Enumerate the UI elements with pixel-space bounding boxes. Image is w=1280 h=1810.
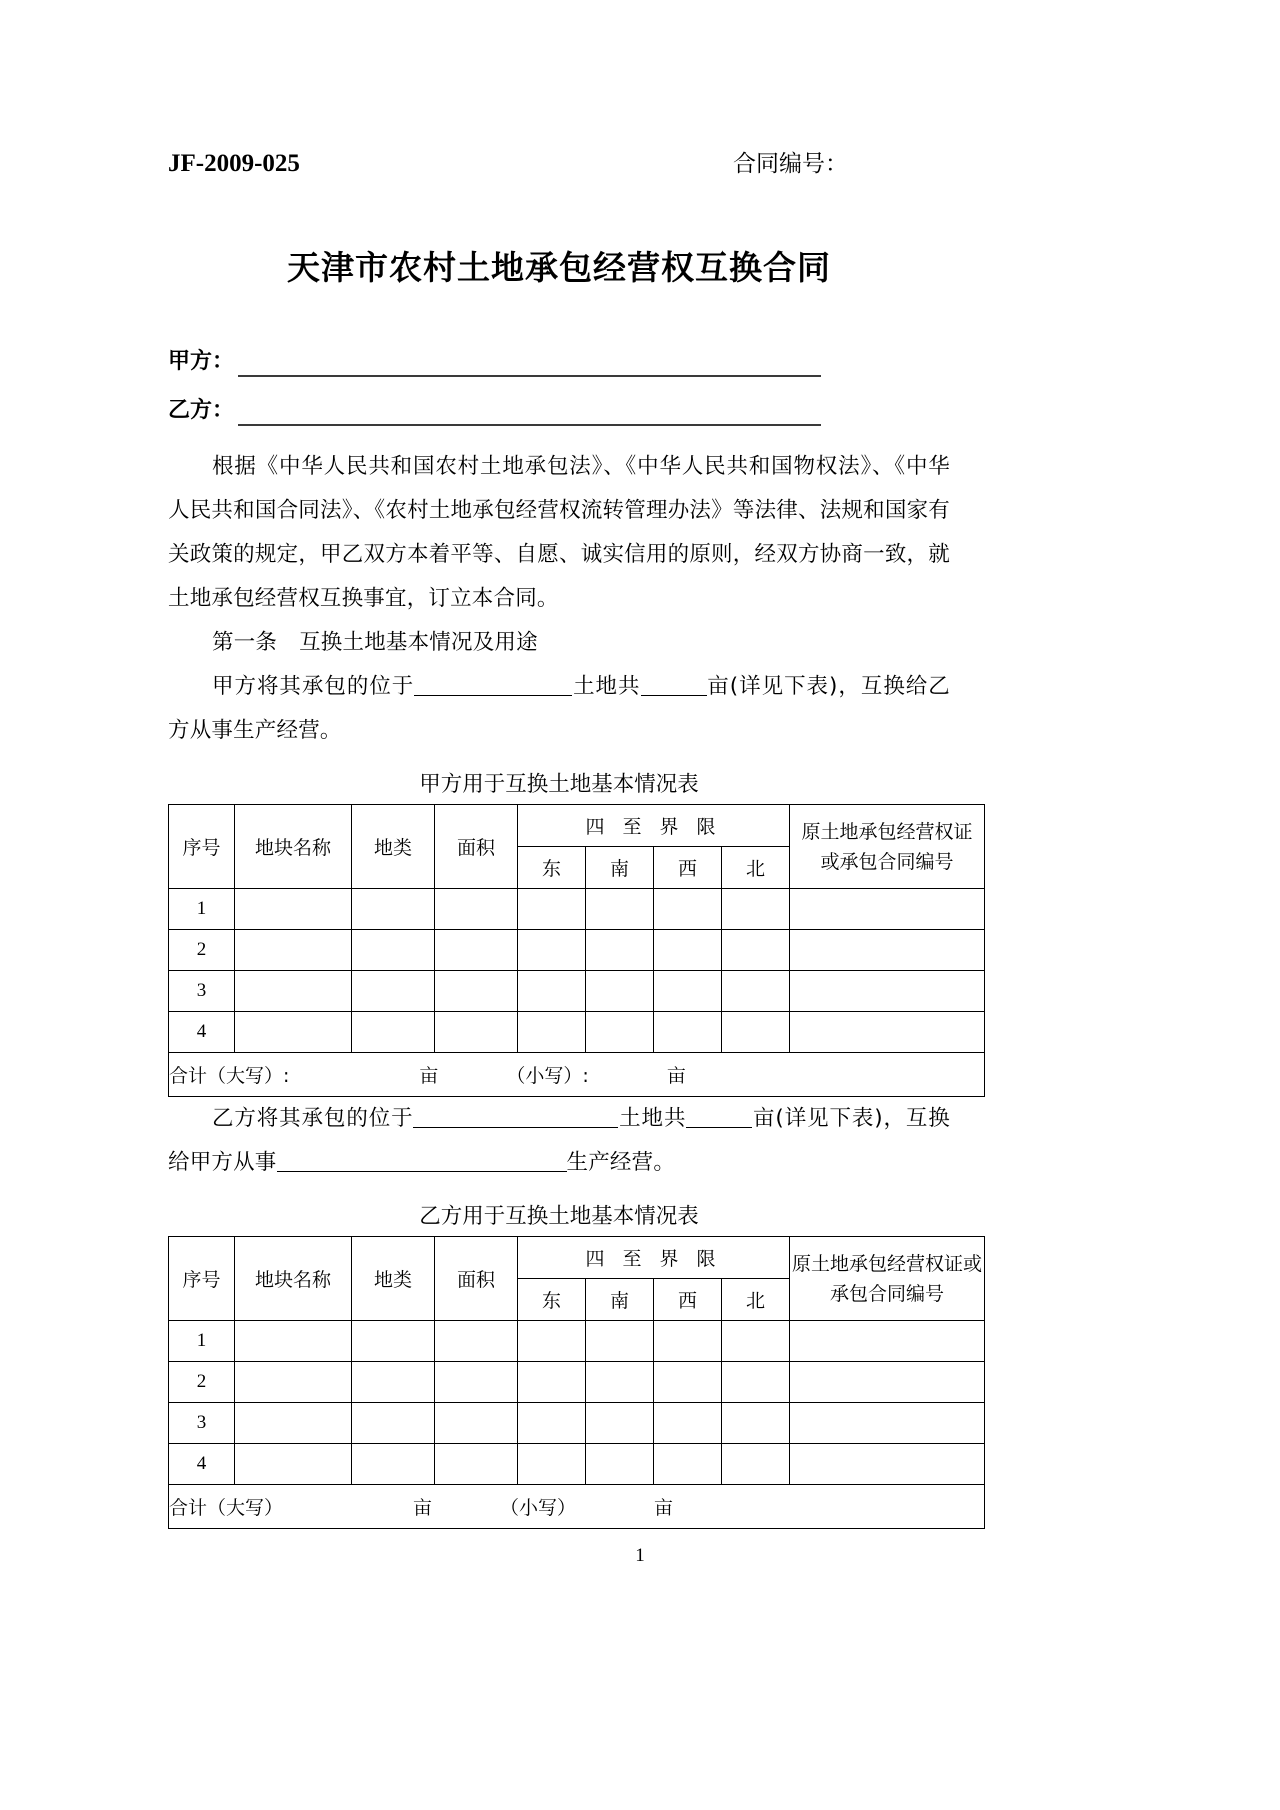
table-b-row-4-land-type[interactable] <box>352 1444 435 1485</box>
party-a-input-line[interactable] <box>238 353 821 377</box>
table-a-row-1-south[interactable] <box>586 889 654 930</box>
page-number: 1 <box>635 1545 645 1566</box>
table-a-header-seq: 序号 <box>169 805 235 889</box>
table-a-row-4-east[interactable] <box>518 1012 586 1053</box>
table-a-row-1-east[interactable] <box>518 889 586 930</box>
table-a-header-cert-line2: 或承包合同编号 <box>820 850 954 873</box>
table-b-total-mu-capital: 亩 <box>413 1497 433 1519</box>
table-a-total-small-label: （小写）: <box>506 1065 589 1087</box>
party-b-location-blank[interactable] <box>413 1108 618 1128</box>
table-a-header-cert-line1: 原土地承包经营权证 <box>801 820 973 843</box>
table-a-row-4-land-type[interactable] <box>352 1012 435 1053</box>
table-b-header-plot-name: 地块名称 <box>235 1237 352 1321</box>
party-b-land-sentence <box>168 1097 950 1185</box>
table-a-row-2-area[interactable] <box>435 930 518 971</box>
table-row[interactable] <box>169 930 985 971</box>
table-a-row-3-plot-name[interactable] <box>235 971 352 1012</box>
table-a-header-land-type: 地类 <box>352 805 435 889</box>
table-a-row-1-land-type[interactable] <box>352 889 435 930</box>
table-a-row-1-west[interactable] <box>654 889 722 930</box>
table-a-header-row-1 <box>169 805 985 847</box>
table-a-header-west: 西 <box>654 847 722 889</box>
table-b-row-3-area[interactable] <box>435 1403 518 1444</box>
party-b-label: 乙方： <box>168 398 235 423</box>
table-b-row-1-east[interactable] <box>518 1321 586 1362</box>
table-b-row-2-south[interactable] <box>586 1362 654 1403</box>
preamble-paragraph: 根据《中华人民共和国农村土地承包法》、《中华人民共和国物权法》、《中华人民共和国合同法》、《农村土地承包经营权流转管理办法》等法律、法规和国家有关政策的规定，甲乙双方本着平等、自愿、诚实信用的原则，经双方协商一致，就土地承包经营权互换事宜，订立本合同。 <box>168 454 950 611</box>
table-a-row-3-south[interactable] <box>586 971 654 1012</box>
table-a-row-4-plot-name[interactable] <box>235 1012 352 1053</box>
table-b-row-1-plot-name[interactable] <box>235 1321 352 1362</box>
table-b-row-4-west[interactable] <box>654 1444 722 1485</box>
table-b-row-4-seq: 4 <box>169 1444 235 1485</box>
table-b-row-3-south[interactable] <box>586 1403 654 1444</box>
party-b-sentence-part-2: 土地共 <box>618 1106 687 1131</box>
table-a-row-2-plot-name[interactable] <box>235 930 352 971</box>
table-b-row-2-west[interactable] <box>654 1362 722 1403</box>
document-code: JF-2009-025 <box>168 150 300 177</box>
table-a-header-boundary-group: 四 至 界 限 <box>518 805 790 847</box>
party-b-area-blank[interactable] <box>686 1108 752 1128</box>
table-a-row-2-cert[interactable] <box>790 930 985 971</box>
table-b-row-2-east[interactable] <box>518 1362 586 1403</box>
parties-block <box>168 347 950 426</box>
table-b-row-4-north[interactable] <box>722 1444 790 1485</box>
table-b-total-mu-small: 亩 <box>654 1497 674 1519</box>
party-a-land-sentence <box>168 665 950 753</box>
table-a-total-label: 合计（大写）: <box>169 1065 290 1087</box>
table-b-row-3-seq: 3 <box>169 1403 235 1444</box>
table-a-row-3-land-type[interactable] <box>352 971 435 1012</box>
table-b-header-east: 东 <box>518 1279 586 1321</box>
table-row[interactable] <box>169 971 985 1012</box>
party-b-sentence-part-3: 亩(详见下表)，互换给甲方从事 <box>168 1106 950 1175</box>
table-a-total-mu-small: 亩 <box>666 1065 686 1087</box>
table-a-header-area: 面积 <box>435 805 518 889</box>
document-header <box>168 145 950 179</box>
table-a-header-plot-name: 地块名称 <box>235 805 352 889</box>
table-a-row-2-east[interactable] <box>518 930 586 971</box>
table-a-row-3-north[interactable] <box>722 971 790 1012</box>
table-a <box>168 804 985 1097</box>
table-a-row-4-north[interactable] <box>722 1012 790 1053</box>
table-b-row-2-plot-name[interactable] <box>235 1362 352 1403</box>
table-b-header-cert <box>790 1237 985 1321</box>
party-b-input-line[interactable] <box>238 402 821 426</box>
table-b-row-2-area[interactable] <box>435 1362 518 1403</box>
table-b-row-1-west[interactable] <box>654 1321 722 1362</box>
table-b-header-cert-line1: 原土地承包经营权证或 <box>791 1252 982 1275</box>
table-a-total-cell[interactable] <box>169 1053 985 1097</box>
table-b-row-4-plot-name[interactable] <box>235 1444 352 1485</box>
table-b-row-4-east[interactable] <box>518 1444 586 1485</box>
table-a-caption: 甲方用于互换土地基本情况表 <box>419 772 699 797</box>
table-b-row-1-north[interactable] <box>722 1321 790 1362</box>
table-b-caption: 乙方用于互换土地基本情况表 <box>419 1204 699 1229</box>
party-b-sentence-part-4: 生产经营。 <box>566 1150 676 1175</box>
table-b-row-4-area[interactable] <box>435 1444 518 1485</box>
table-row[interactable] <box>169 1444 985 1485</box>
table-a-row-2-seq: 2 <box>169 930 235 971</box>
table-a-row-1-seq: 1 <box>169 889 235 930</box>
table-a-header-cert <box>790 805 985 889</box>
table-a-row-3-west[interactable] <box>654 971 722 1012</box>
table-b-header-south: 南 <box>586 1279 654 1321</box>
table-a-row-4-cert[interactable] <box>790 1012 985 1053</box>
table-a-row-2-land-type[interactable] <box>352 930 435 971</box>
table-a-header-east: 东 <box>518 847 586 889</box>
party-a-row <box>168 347 950 377</box>
table-b-row-1-south[interactable] <box>586 1321 654 1362</box>
table-a-row-1-plot-name[interactable] <box>235 889 352 930</box>
party-a-area-blank[interactable] <box>641 676 707 696</box>
table-b-header-seq: 序号 <box>169 1237 235 1321</box>
clause-1-number: 第一条 <box>212 630 278 655</box>
table-b-header-north: 北 <box>722 1279 790 1321</box>
contract-number-label: 合同编号： <box>733 151 848 177</box>
table-b-total-row[interactable] <box>169 1485 985 1529</box>
table-b-row-4-south[interactable] <box>586 1444 654 1485</box>
table-a-row-4-west[interactable] <box>654 1012 722 1053</box>
party-a-sentence-part-2: 土地共 <box>572 674 641 699</box>
table-b-row-4-cert[interactable] <box>790 1444 985 1485</box>
table-a-header-north: 北 <box>722 847 790 889</box>
table-b-header-cert-line2: 承包合同编号 <box>829 1282 944 1305</box>
table-b-row-1-area[interactable] <box>435 1321 518 1362</box>
table-b-row-2-land-type[interactable] <box>352 1362 435 1403</box>
table-a-row-1-north[interactable] <box>722 889 790 930</box>
table-a-row-3-cert[interactable] <box>790 971 985 1012</box>
clause-1-title: 互换土地基本情况及用途 <box>299 630 538 655</box>
table-b-row-3-west[interactable] <box>654 1403 722 1444</box>
party-a-label: 甲方： <box>168 349 235 374</box>
party-a-location-blank[interactable] <box>414 676 572 696</box>
table-b-total-small-label: （小写） <box>500 1497 577 1519</box>
table-a-row-1-area[interactable] <box>435 889 518 930</box>
table-b-row-3-cert[interactable] <box>790 1403 985 1444</box>
table-a-total-row[interactable] <box>169 1053 985 1097</box>
table-a-row-1-cert[interactable] <box>790 889 985 930</box>
table-a-row-2-south[interactable] <box>586 930 654 971</box>
page-title: 天津市农村土地承包经营权互换合同 <box>287 248 831 287</box>
party-a-sentence-part-3: 亩(详见下表)，互换给乙方从事生产经营。 <box>168 674 950 743</box>
party-a-sentence-part-1: 甲方将其承包的位于 <box>212 674 415 699</box>
table-b-row-2-north[interactable] <box>722 1362 790 1403</box>
table-b-row-2-seq: 2 <box>169 1362 235 1403</box>
party-b-usage-blank[interactable] <box>277 1152 567 1172</box>
table-b <box>168 1236 985 1529</box>
table-b-header-boundary-group: 四 至 界 限 <box>518 1237 790 1279</box>
table-b-row-3-north[interactable] <box>722 1403 790 1444</box>
table-a-header-south: 南 <box>586 847 654 889</box>
page-content <box>168 0 982 1529</box>
table-a-row-2-north[interactable] <box>722 930 790 971</box>
table-a-row-3-seq: 3 <box>169 971 235 1012</box>
party-b-sentence-part-1: 乙方将其承包的位于 <box>212 1106 414 1131</box>
table-b-header-row-1 <box>169 1237 985 1279</box>
table-row[interactable] <box>169 1362 985 1403</box>
table-b-header-area: 面积 <box>435 1237 518 1321</box>
table-b-row-3-east[interactable] <box>518 1403 586 1444</box>
table-row[interactable] <box>169 1321 985 1362</box>
table-b-row-1-cert[interactable] <box>790 1321 985 1362</box>
table-b-total-cell[interactable] <box>169 1485 985 1529</box>
table-a-total-mu-capital: 亩 <box>419 1065 439 1087</box>
party-b-row <box>168 396 950 426</box>
table-a-row-3-area[interactable] <box>435 971 518 1012</box>
table-a-row-3-east[interactable] <box>518 971 586 1012</box>
table-a-row-4-area[interactable] <box>435 1012 518 1053</box>
table-b-row-1-seq: 1 <box>169 1321 235 1362</box>
table-b-row-3-land-type[interactable] <box>352 1403 435 1444</box>
table-b-header-west: 西 <box>654 1279 722 1321</box>
table-row[interactable] <box>169 889 985 930</box>
table-row[interactable] <box>169 1403 985 1444</box>
table-b-row-2-cert[interactable] <box>790 1362 985 1403</box>
table-a-row-4-seq: 4 <box>169 1012 235 1053</box>
table-b-header-land-type: 地类 <box>352 1237 435 1321</box>
table-a-row-2-west[interactable] <box>654 930 722 971</box>
clause-1-heading <box>168 621 950 665</box>
table-row[interactable] <box>169 1012 985 1053</box>
table-b-row-3-plot-name[interactable] <box>235 1403 352 1444</box>
table-a-row-4-south[interactable] <box>586 1012 654 1053</box>
table-b-row-1-land-type[interactable] <box>352 1321 435 1362</box>
table-b-total-label: 合计（大写） <box>169 1497 284 1519</box>
